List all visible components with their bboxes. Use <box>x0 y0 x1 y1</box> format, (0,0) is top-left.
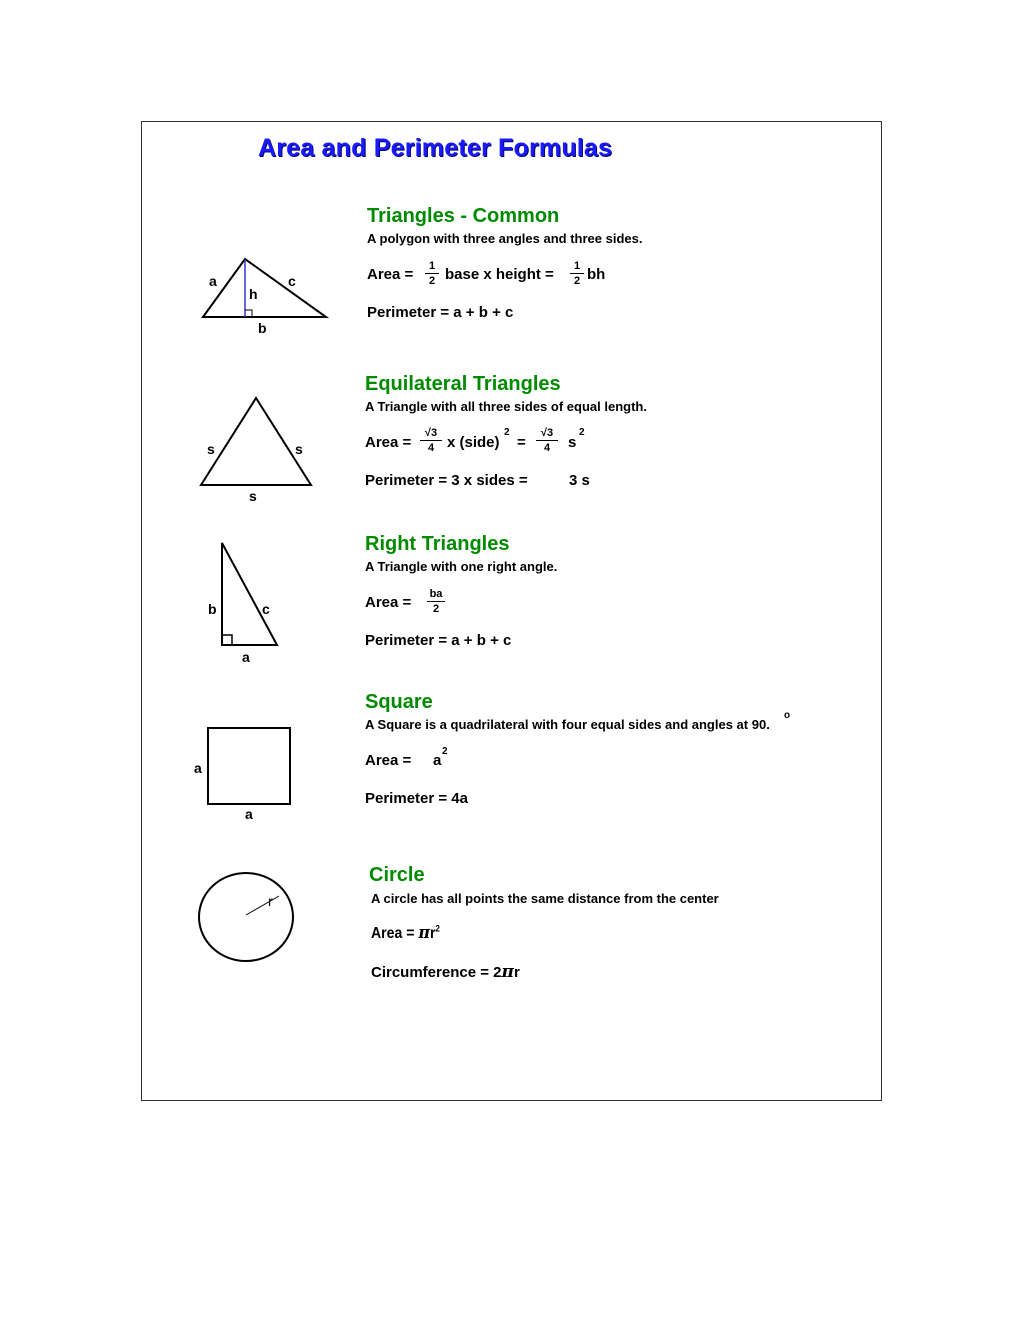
circle-circumference-label: Circumference = 2 <box>371 964 502 981</box>
square-area-exponent: 2 <box>442 746 448 757</box>
fraction-denominator: 2 <box>573 275 581 287</box>
equilateral-heading: Equilateral Triangles <box>365 373 561 395</box>
right-perimeter: Perimeter = a + b + c <box>365 632 512 649</box>
right-label-b: b <box>208 601 217 617</box>
right-description: A Triangle with one right angle. <box>365 559 558 574</box>
circle-heading: Circle <box>369 864 425 886</box>
equilateral-area-mid: x (side) <box>447 434 500 451</box>
fraction-denominator: 4 <box>543 442 551 454</box>
right-heading: Right Triangles <box>365 533 510 555</box>
square-perimeter: Perimeter = 4a <box>365 790 468 807</box>
equilateral-perimeter-end: 3 s <box>569 472 590 489</box>
fraction-numerator: √3 <box>424 427 438 439</box>
square-degree-symbol: o <box>784 710 791 721</box>
right-label-a: a <box>242 649 250 665</box>
square-heading: Square <box>365 691 433 713</box>
fraction-denominator: 4 <box>427 442 435 454</box>
circle-area-var: r <box>429 925 436 942</box>
fraction-numerator: 1 <box>428 260 436 272</box>
page-title: Area and Perimeter Formulas <box>258 134 613 162</box>
square-description-period: . <box>766 717 770 732</box>
equilateral-exponent: 2 <box>504 427 510 438</box>
common-area-end: bh <box>587 266 606 283</box>
equilateral-equals: = <box>517 434 526 451</box>
circle-area-label: Area = <box>371 925 419 942</box>
common-label-b: b <box>258 320 267 336</box>
equilateral-area-label: Area = <box>365 434 412 451</box>
square-area-label: Area = <box>365 752 412 769</box>
common-heading: Triangles - Common <box>367 205 560 227</box>
square-area-var: a <box>433 752 442 769</box>
circle-circumference-var: r <box>513 964 520 981</box>
equilateral-area-end: s <box>568 434 577 451</box>
fraction-denominator: 2 <box>428 275 436 287</box>
fraction-numerator: 1 <box>573 260 581 272</box>
equilateral-label-left: s <box>207 441 215 457</box>
fraction-denominator: 2 <box>432 603 440 615</box>
circle-description: A circle has all points the same distance from the center <box>371 891 719 906</box>
equilateral-label-bottom: s <box>249 488 257 504</box>
fraction-numerator: ba <box>429 588 443 600</box>
common-label-h: h <box>249 286 258 302</box>
common-description: A polygon with three angles and three sides. <box>367 231 643 246</box>
circle-label-r: r <box>268 893 273 909</box>
circle-circumference <box>371 962 520 982</box>
common-label-a: a <box>209 273 217 289</box>
square-description-text: A Square is a quadrilateral with four equal sides and angles at 90 <box>365 717 767 732</box>
equilateral-label-right: s <box>295 441 303 457</box>
circle-area-exponent: 2 <box>435 923 440 934</box>
right-area-label: Area = <box>365 594 412 611</box>
common-label-c: c <box>288 273 296 289</box>
square-label-bottom: a <box>245 806 253 822</box>
fraction-numerator: √3 <box>540 427 554 439</box>
pi-symbol: π <box>418 922 430 943</box>
equilateral-perimeter: Perimeter = 3 x sides = <box>365 472 528 489</box>
pi-symbol: π <box>501 962 514 982</box>
common-area-label: Area = <box>367 266 414 283</box>
square-label-left: a <box>194 760 202 776</box>
equilateral-exponent-2: 2 <box>579 427 585 438</box>
circle-area <box>371 922 440 943</box>
common-area-mid: base x height = <box>445 266 554 283</box>
equilateral-description: A Triangle with all three sides of equal length. <box>365 399 647 414</box>
right-label-c: c <box>262 601 270 617</box>
common-perimeter: Perimeter = a + b + c <box>367 304 514 321</box>
